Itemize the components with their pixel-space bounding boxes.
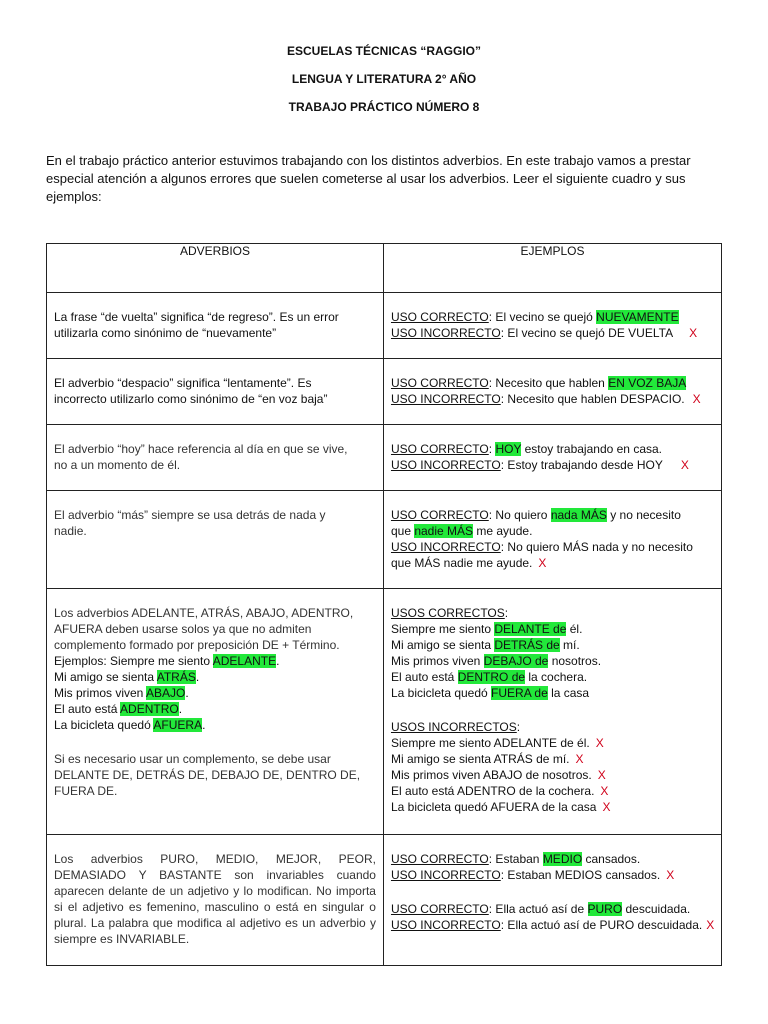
adverb-examples <box>383 491 721 589</box>
adverb-examples <box>383 589 721 835</box>
incorrect-label: USOS INCORRECTOS <box>390 720 517 734</box>
example-text: Siempre me siento <box>390 622 495 636</box>
wrong-mark-icon: X <box>595 736 604 750</box>
incorrect-example <box>391 799 714 815</box>
highlighted-word: EN VOZ BAJA <box>608 376 687 390</box>
example-text: : El vecino se quejó DE VUELTA <box>500 326 674 340</box>
example-line <box>54 685 376 701</box>
highlighted-word: FUERA de <box>491 686 548 700</box>
table-row <box>47 425 722 491</box>
example-text: nosotros. <box>548 654 602 668</box>
example-text: : <box>504 606 509 620</box>
highlighted-word: NUEVAMENTE <box>596 310 679 324</box>
table-row <box>47 835 722 966</box>
incorrect-example <box>391 457 714 473</box>
incorrect-example <box>391 391 714 407</box>
highlighted-word: nadie MÁS <box>414 524 474 538</box>
correct-example <box>391 653 714 669</box>
description-line: utilizarla como sinónimo de “nuevamente” <box>54 326 277 340</box>
column-header-ejemplos: EJEMPLOS <box>383 244 721 293</box>
correct-label: USOS CORRECTOS <box>390 606 505 620</box>
incorrect-label: USO INCORRECTO <box>390 540 501 554</box>
adverb-examples <box>383 835 721 966</box>
adverb-description <box>47 359 384 425</box>
incorrect-label: USO INCORRECTO <box>390 918 501 932</box>
example-text: : No quiero MÁS nada y no necesito <box>500 540 693 554</box>
incorrect-example <box>391 751 714 767</box>
example-text: El auto está <box>390 670 458 684</box>
incorrect-label: USO INCORRECTO <box>390 392 501 406</box>
correct-label: USO CORRECTO <box>390 852 489 866</box>
correct-label: USO CORRECTO <box>390 442 489 456</box>
note-line: DELANTE DE, DETRÁS DE, DEBAJO DE, DENTRO DE, <box>54 768 361 782</box>
correct-example <box>391 851 714 867</box>
highlighted-word: MEDIO <box>542 852 583 866</box>
incorrect-label: USO INCORRECTO <box>390 868 501 882</box>
example-text: Mi amigo se sienta ATRÁS de mí. <box>390 752 570 766</box>
example-text: : Estoy trabajando desde HOY <box>500 458 663 472</box>
example-text: La bicicleta quedó <box>54 718 154 732</box>
table-row <box>47 589 722 835</box>
note-line: Si es necesario usar un complemento, se debe usar <box>54 752 331 766</box>
table-row <box>47 491 722 589</box>
adverb-examples <box>383 425 721 491</box>
example-line <box>54 653 376 669</box>
wrong-mark-icon: X <box>689 326 698 340</box>
adverb-description <box>47 491 384 589</box>
description-line: no a un momento de él. <box>54 458 181 472</box>
example-text: Mis primos viven <box>390 654 484 668</box>
example-line <box>54 701 376 717</box>
incorrect-label: USO INCORRECTO <box>390 458 501 472</box>
incorrect-example <box>391 325 714 341</box>
highlighted-word: ADELANTE <box>212 654 277 668</box>
correct-example <box>391 375 714 391</box>
example-text: : El vecino se quejó <box>488 310 597 324</box>
highlighted-word: ADENTRO <box>120 702 179 716</box>
correct-example <box>391 637 714 653</box>
example-text: El auto está <box>54 702 121 716</box>
example-text: Mis primos viven <box>54 686 147 700</box>
example-line <box>54 717 376 733</box>
example-text: Mi amigo se sienta <box>54 670 157 684</box>
wrong-mark-icon: X <box>666 868 675 882</box>
description-line: AFUERA deben usarse solos ya que no admiten <box>54 622 312 636</box>
correct-heading <box>391 605 714 621</box>
highlighted-word: ATRÁS <box>156 670 196 684</box>
example-text: me ayude. <box>473 524 533 538</box>
table-row <box>47 359 722 425</box>
example-text: : <box>516 720 521 734</box>
example-text: La bicicleta quedó <box>390 686 492 700</box>
correct-example <box>391 507 714 523</box>
incorrect-example <box>391 735 714 751</box>
example-text: : <box>488 442 496 456</box>
adverb-description <box>47 425 384 491</box>
correct-example <box>391 901 714 917</box>
example-text: : Necesito que hablen <box>488 376 609 390</box>
wrong-mark-icon: X <box>692 392 701 406</box>
example-text: : Necesito que hablen DESPACIO. <box>500 392 685 406</box>
header-subject: LENGUA Y LITERATURA 2° AÑO <box>291 72 477 86</box>
example-text: la cochera. <box>525 670 588 684</box>
example-text: . <box>202 718 206 732</box>
example-text: : No quiero <box>488 508 551 522</box>
incorrect-example-continued <box>391 555 714 571</box>
example-text: : Estaban <box>488 852 543 866</box>
highlighted-word: DEBAJO de <box>483 654 549 668</box>
incorrect-example <box>391 783 714 799</box>
wrong-mark-icon: X <box>597 768 606 782</box>
highlighted-word: nada MÁS <box>550 508 607 522</box>
highlighted-word: ABAJO <box>146 686 186 700</box>
incorrect-example <box>391 539 714 555</box>
correct-label: USO CORRECTO <box>390 310 489 324</box>
adverb-description <box>47 835 384 966</box>
wrong-mark-icon: X <box>602 800 611 814</box>
correct-example <box>391 309 714 325</box>
incorrect-example <box>391 867 714 883</box>
column-header-adverbios: ADVERBIOS <box>47 244 384 293</box>
example-text: . <box>185 686 189 700</box>
header-assignment: TRABAJO PRÁCTICO NÚMERO 8 <box>288 100 480 114</box>
intro-line: En el trabajo práctico anterior estuvimos trabajando con los distintos adverbios. En este trabajo vamos a prestar <box>46 153 691 168</box>
description-line: El adverbio “despacio” significa “lentamente”. Es <box>54 376 312 390</box>
correct-example <box>391 669 714 685</box>
adverb-description <box>47 589 384 835</box>
example-line <box>54 669 376 685</box>
highlighted-word: DELANTE de <box>494 622 567 636</box>
wrong-mark-icon: X <box>706 918 715 932</box>
adverb-description <box>47 293 384 359</box>
example-text: que <box>390 524 415 538</box>
correct-example-continued <box>391 523 714 539</box>
description-line: nadie. <box>54 524 87 538</box>
adverb-examples <box>383 359 721 425</box>
intro-line: especial atención a algunos errores que suelen cometerse al usar los adverbios. Leer el siguiente cuadro y sus <box>46 171 686 186</box>
example-text: que MÁS nadie me ayude. <box>390 556 533 570</box>
example-text: . <box>178 702 183 716</box>
table-row <box>47 293 722 359</box>
correct-label: USO CORRECTO <box>390 376 489 390</box>
example-text: : Ella actuó así de PURO descuidada. <box>500 918 703 932</box>
description-line: complemento formado por preposición DE + Término. <box>54 638 340 652</box>
incorrect-label: USO INCORRECTO <box>390 326 501 340</box>
correct-label: USO CORRECTO <box>390 508 489 522</box>
description-paragraph: Los adverbios PURO, MEDIO, MEJOR, PEOR, DEMASIADO Y BASTANTE son invariables cuando aparecen delante de un adjetivo y lo modifican. No importa si el adjetivo es femenino, masculino o está en singular o plural. La palabra que modifica al adjetivo es un adverbio y siempre es INVARIABLE. <box>54 852 376 946</box>
example-text: estoy trabajando en casa. <box>521 442 662 456</box>
correct-example <box>391 441 714 457</box>
example-text: . <box>195 670 200 684</box>
example-text: : Ella actuó así de <box>488 902 588 916</box>
example-text: él. <box>566 622 583 636</box>
adverb-examples <box>383 293 721 359</box>
header-school: ESCUELAS TÉCNICAS “RAGGIO” <box>286 44 481 58</box>
example-text: cansados. <box>582 852 641 866</box>
table-header-row <box>47 244 722 293</box>
wrong-mark-icon: X <box>680 458 689 472</box>
highlighted-word: DETRÁS de <box>494 638 560 652</box>
example-text: El auto está ADENTRO de la cochera. <box>390 784 595 798</box>
incorrect-example <box>391 767 714 783</box>
example-text: : Estaban MEDIOS cansados. <box>500 868 661 882</box>
example-text: Mis primos viven ABAJO de nosotros. <box>390 768 592 782</box>
example-text: La bicicleta quedó AFUERA de la casa <box>390 800 597 814</box>
description-line: incorrecto utilizarlo como sinónimo de “en voz baja” <box>54 392 328 406</box>
description-line: El adverbio “más” siempre se usa detrás de nada y <box>54 508 326 522</box>
highlighted-word: HOY <box>495 442 522 456</box>
example-text: . <box>276 654 280 668</box>
highlighted-word: PURO <box>587 902 623 916</box>
example-text: Siempre me siento ADELANTE de él. <box>390 736 590 750</box>
correct-label: USO CORRECTO <box>390 902 489 916</box>
correct-example <box>391 685 714 701</box>
example-text: la casa <box>547 686 590 700</box>
incorrect-example <box>391 917 714 933</box>
note-line: FUERA DE. <box>54 784 118 798</box>
example-text: mí. <box>559 638 580 652</box>
correct-example <box>391 621 714 637</box>
example-text: Ejemplos: Siempre me siento <box>54 654 213 668</box>
intro-line: ejemplos: <box>46 189 102 204</box>
example-text: Mi amigo se sienta <box>390 638 495 652</box>
intro-paragraph <box>46 152 722 206</box>
example-text: descuidada. <box>622 902 691 916</box>
wrong-mark-icon: X <box>538 556 547 570</box>
wrong-mark-icon: X <box>575 752 584 766</box>
wrong-mark-icon: X <box>600 784 609 798</box>
highlighted-word: AFUERA <box>153 718 203 732</box>
description-line: El adverbio “hoy” hace referencia al día en que se vive, <box>54 442 348 456</box>
adverbs-table <box>46 243 722 966</box>
example-text: y no necesito <box>606 508 681 522</box>
incorrect-heading <box>391 719 714 735</box>
description-line: Los adverbios ADELANTE, ATRÁS, ABAJO, ADENTRO, <box>54 606 354 620</box>
description-line: La frase “de vuelta” significa “de regreso”. Es un error <box>54 310 339 324</box>
highlighted-word: DENTRO de <box>457 670 526 684</box>
